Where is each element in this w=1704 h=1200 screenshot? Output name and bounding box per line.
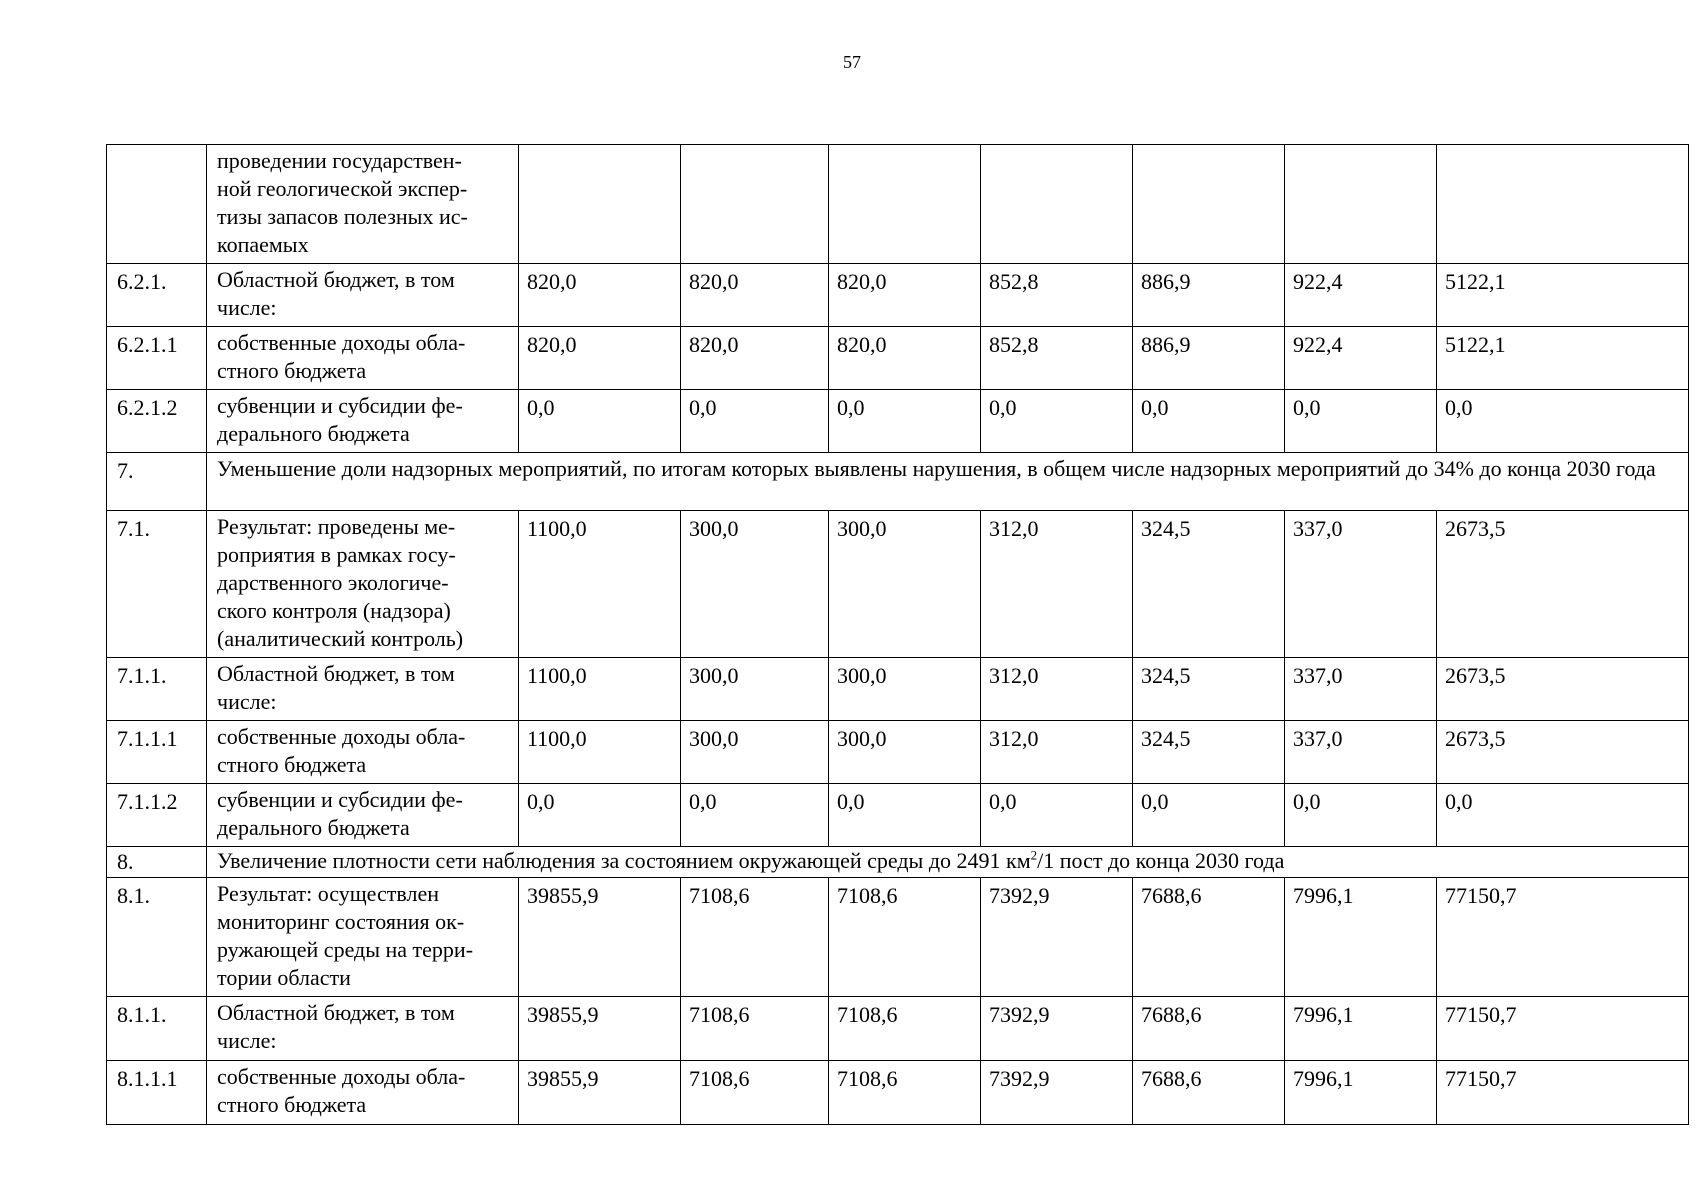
row-description: Областной бюджет, в том числе: xyxy=(207,658,519,721)
value-cell: 7108,6 xyxy=(681,878,829,997)
value-cell: 7392,9 xyxy=(981,997,1133,1061)
table-row xyxy=(107,658,1689,721)
value-cell: 324,5 xyxy=(1133,721,1285,784)
total-cell: 2673,5 xyxy=(1437,721,1689,784)
value-cell: 312,0 xyxy=(981,658,1133,721)
value-cell: 7108,6 xyxy=(681,997,829,1061)
row-code: 7.1.1. xyxy=(107,658,207,721)
row-description: проведении государствен- ной геологической экспер- тизы запасов полезных ис- копаемых xyxy=(207,145,519,264)
row-description: собственные доходы обла- стного бюджета xyxy=(207,1061,519,1125)
table-row xyxy=(107,721,1689,784)
row-code: 7.1.1.2 xyxy=(107,784,207,847)
row-code xyxy=(107,145,207,264)
row-code: 8.1.1.1 xyxy=(107,1061,207,1125)
total-cell: 77150,7 xyxy=(1437,1061,1689,1125)
value-cell: 0,0 xyxy=(519,390,681,453)
table-row xyxy=(107,784,1689,847)
value-cell: 7108,6 xyxy=(681,1061,829,1125)
value-cell: 0,0 xyxy=(1133,390,1285,453)
value-cell: 39855,9 xyxy=(519,1061,681,1125)
section-row xyxy=(107,453,1689,511)
value-cell xyxy=(1133,145,1285,264)
value-cell: 0,0 xyxy=(681,784,829,847)
value-cell: 7996,1 xyxy=(1285,878,1437,997)
value-cell: 1100,0 xyxy=(519,511,681,658)
row-description: субвенции и субсидии фе- дерального бюджета xyxy=(207,784,519,847)
value-cell xyxy=(681,145,829,264)
row-code: 6.2.1.2 xyxy=(107,390,207,453)
row-description: Областной бюджет, в том числе: xyxy=(207,264,519,327)
value-cell: 886,9 xyxy=(1133,327,1285,390)
value-cell: 300,0 xyxy=(681,511,829,658)
total-cell: 0,0 xyxy=(1437,390,1689,453)
value-cell: 7108,6 xyxy=(829,997,981,1061)
value-cell: 820,0 xyxy=(681,327,829,390)
value-cell: 7392,9 xyxy=(981,878,1133,997)
total-cell: 2673,5 xyxy=(1437,658,1689,721)
budget-table xyxy=(106,144,1689,1125)
value-cell: 0,0 xyxy=(829,390,981,453)
total-cell: 77150,7 xyxy=(1437,997,1689,1061)
row-code: 8. xyxy=(107,847,207,878)
section-title: Уменьшение доли надзорных мероприятий, по итогам которых выявлены нарушения, в общем числе надзорных мероприятий до 34% до конца 2030 года xyxy=(207,453,1689,511)
row-code: 6.2.1.1 xyxy=(107,327,207,390)
table-row xyxy=(107,264,1689,327)
section-title-tail: /1 пост до конца 2030 года xyxy=(1037,848,1285,873)
row-description: Результат: осуществлен мониторинг состояния ок- ружающей среды на терри- тории области xyxy=(207,878,519,997)
total-cell: 5122,1 xyxy=(1437,264,1689,327)
value-cell: 300,0 xyxy=(829,511,981,658)
value-cell: 0,0 xyxy=(829,784,981,847)
value-cell: 0,0 xyxy=(519,784,681,847)
value-cell xyxy=(1285,145,1437,264)
row-description: Результат: проведены ме- роприятия в рамках госу- дарственного экологиче- ского контроля (надзора) (аналитический контроль) xyxy=(207,511,519,658)
value-cell: 312,0 xyxy=(981,721,1133,784)
value-cell: 7996,1 xyxy=(1285,997,1437,1061)
total-cell: 5122,1 xyxy=(1437,327,1689,390)
table-row xyxy=(107,997,1689,1061)
superscript-two: 2 xyxy=(1030,847,1038,863)
value-cell: 922,4 xyxy=(1285,264,1437,327)
table-row xyxy=(107,511,1689,658)
value-cell: 324,5 xyxy=(1133,511,1285,658)
value-cell: 312,0 xyxy=(981,511,1133,658)
row-code: 8.1. xyxy=(107,878,207,997)
table-row xyxy=(107,878,1689,997)
value-cell: 7108,6 xyxy=(829,878,981,997)
total-cell xyxy=(1437,145,1689,264)
value-cell: 324,5 xyxy=(1133,658,1285,721)
row-description: собственные доходы обла- стного бюджета xyxy=(207,327,519,390)
total-cell: 77150,7 xyxy=(1437,878,1689,997)
value-cell: 7688,6 xyxy=(1133,878,1285,997)
value-cell: 852,8 xyxy=(981,264,1133,327)
row-description: Областной бюджет, в том числе: xyxy=(207,997,519,1061)
page-number: 57 xyxy=(843,52,861,72)
table-body xyxy=(107,145,1689,1125)
total-cell: 2673,5 xyxy=(1437,511,1689,658)
value-cell: 300,0 xyxy=(829,721,981,784)
value-cell: 337,0 xyxy=(1285,721,1437,784)
value-cell: 820,0 xyxy=(829,327,981,390)
table-row xyxy=(107,390,1689,453)
table-row xyxy=(107,327,1689,390)
section-title xyxy=(207,847,1689,878)
value-cell: 0,0 xyxy=(981,784,1133,847)
value-cell: 1100,0 xyxy=(519,658,681,721)
row-code: 7.1. xyxy=(107,511,207,658)
total-cell: 0,0 xyxy=(1437,784,1689,847)
value-cell: 300,0 xyxy=(829,658,981,721)
value-cell: 300,0 xyxy=(681,658,829,721)
value-cell: 7688,6 xyxy=(1133,1061,1285,1125)
value-cell: 0,0 xyxy=(981,390,1133,453)
value-cell: 7996,1 xyxy=(1285,1061,1437,1125)
value-cell: 0,0 xyxy=(1285,390,1437,453)
value-cell: 337,0 xyxy=(1285,511,1437,658)
value-cell: 820,0 xyxy=(681,264,829,327)
value-cell: 39855,9 xyxy=(519,878,681,997)
section-row xyxy=(107,847,1689,878)
value-cell: 337,0 xyxy=(1285,658,1437,721)
row-code: 8.1.1. xyxy=(107,997,207,1061)
value-cell xyxy=(829,145,981,264)
value-cell: 0,0 xyxy=(1285,784,1437,847)
row-description: субвенции и субсидии фе- дерального бюджета xyxy=(207,390,519,453)
value-cell: 820,0 xyxy=(519,327,681,390)
value-cell: 7688,6 xyxy=(1133,997,1285,1061)
value-cell xyxy=(981,145,1133,264)
row-code: 7.1.1.1 xyxy=(107,721,207,784)
value-cell: 300,0 xyxy=(681,721,829,784)
value-cell: 922,4 xyxy=(1285,327,1437,390)
value-cell: 7108,6 xyxy=(829,1061,981,1125)
value-cell: 820,0 xyxy=(829,264,981,327)
value-cell: 852,8 xyxy=(981,327,1133,390)
section-title-main: Увеличение плотности сети наблюдения за состоянием окружающей среды до 2491 км xyxy=(217,848,1031,873)
table-row xyxy=(107,145,1689,264)
row-code: 6.2.1. xyxy=(107,264,207,327)
table-row xyxy=(107,1061,1689,1125)
value-cell: 0,0 xyxy=(1133,784,1285,847)
value-cell: 886,9 xyxy=(1133,264,1285,327)
value-cell: 39855,9 xyxy=(519,997,681,1061)
value-cell: 0,0 xyxy=(681,390,829,453)
row-code: 7. xyxy=(107,453,207,511)
value-cell: 820,0 xyxy=(519,264,681,327)
value-cell: 1100,0 xyxy=(519,721,681,784)
value-cell: 7392,9 xyxy=(981,1061,1133,1125)
row-description: собственные доходы обла- стного бюджета xyxy=(207,721,519,784)
value-cell xyxy=(519,145,681,264)
